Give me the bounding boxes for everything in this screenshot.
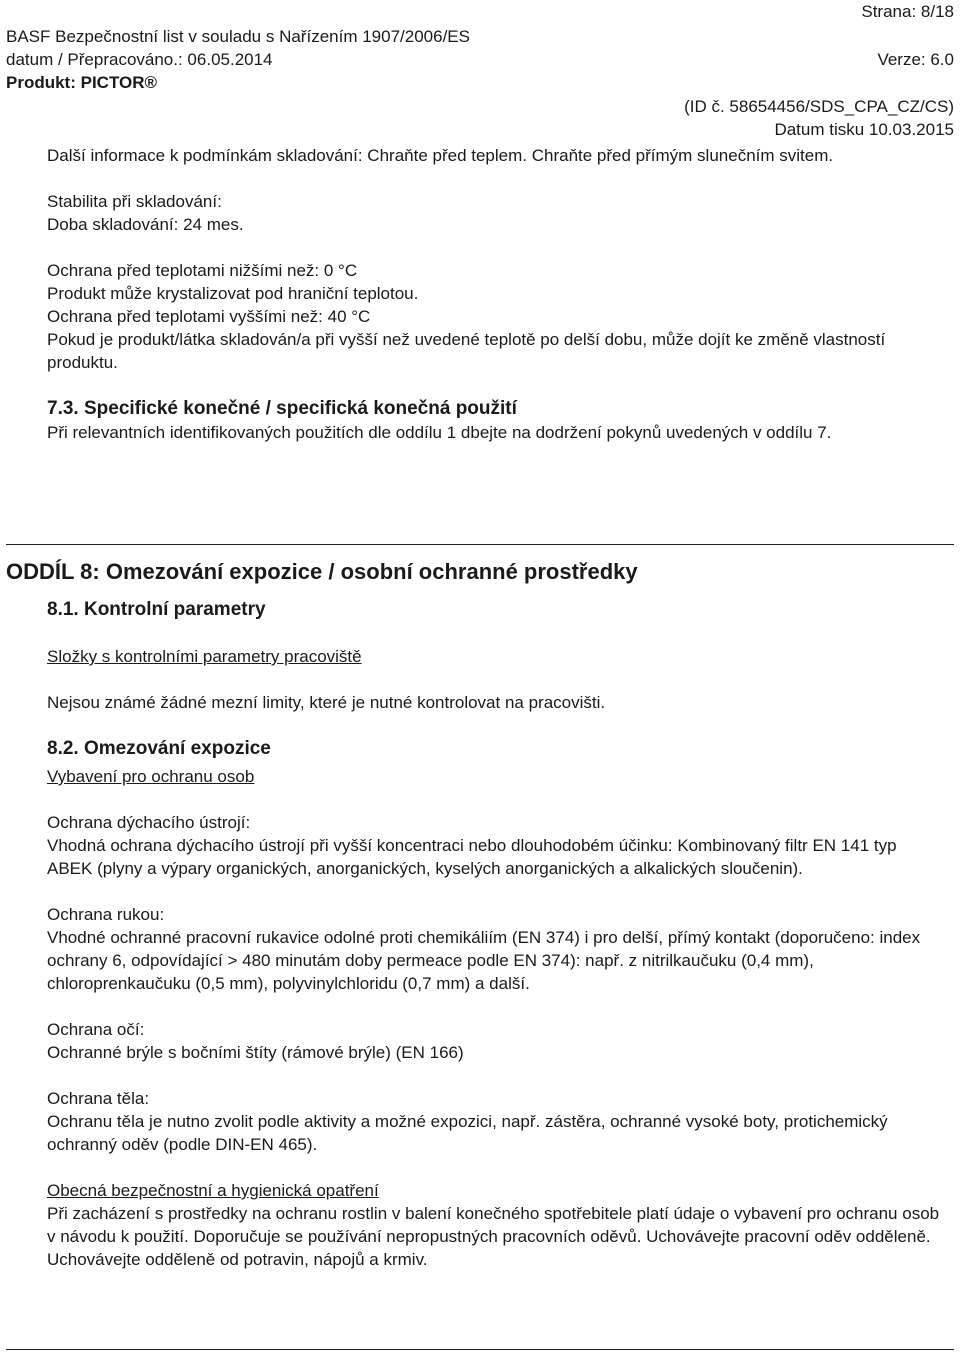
hand-text: Vhodné ochranné pracovní rukavice odolné proti chemikáliím (EN 374) i pro delší, přímý kontakt (doporučeno: index ochrany 6, odpovídající > 480 minutám doby permeace podle EN 374): např. z nitrilkaučuku (0,4 mm), chloroprenkaučuku (0,5 mm), polyvinylchloridu (0,7 mm) a další. bbox=[47, 928, 921, 993]
eye-label: Ochrana očí: bbox=[47, 1020, 145, 1039]
subsection-8-2-title: 8.2. Omezování expozice bbox=[47, 738, 271, 759]
control-params-text: Nejsou známé žádné mezní limity, které je nutné kontrolovat na pracovišti. bbox=[47, 693, 606, 712]
version: Verze: 6.0 bbox=[877, 50, 954, 69]
product-line bbox=[6, 73, 157, 93]
shelf-life: Doba skladování: 24 mes. bbox=[47, 215, 244, 234]
section-7-content bbox=[47, 144, 940, 444]
section-divider bbox=[6, 544, 954, 545]
high-temp-protection: Ochrana před teplotami vyššími než: 40 °C bbox=[47, 307, 371, 326]
section-8-title: ODDÍL 8: Omezování expozice / osobní ochranné prostředky bbox=[6, 559, 638, 584]
body-label: Ochrana těla: bbox=[47, 1089, 150, 1108]
section-8-content bbox=[47, 598, 940, 1271]
revision-date: datum / Přepracováno.: 06.05.2014 bbox=[6, 50, 273, 69]
respiratory-label: Ochrana dýchacího ústrojí: bbox=[47, 813, 251, 832]
stability-label: Stabilita při skladování: bbox=[47, 192, 222, 211]
high-temp-note: Pokud je produkt/látka skladován/a při vyšší než uvedené teplotě po delší dobu, může dojít ke změně vlastností produktu. bbox=[47, 330, 886, 372]
storage-info: Další informace k podmínkám skladování: Chraňte před teplem. Chraňte před přímým slunečním svitem. bbox=[47, 146, 834, 165]
low-temp-protection: Ochrana před teplotami nižšími než: 0 °C bbox=[47, 261, 358, 280]
hand-label: Ochrana rukou: bbox=[47, 905, 165, 924]
ppe-heading: Vybavení pro ochranu osob bbox=[47, 767, 255, 786]
subsection-7-3-title: 7.3. Specifické konečné / specifická konečná použití bbox=[47, 398, 517, 419]
subsection-8-1-title: 8.1. Kontrolní parametry bbox=[47, 599, 266, 620]
print-date: Datum tisku 10.03.2015 bbox=[774, 120, 954, 139]
body-text: Ochranu těla je nutno zvolit podle aktivity a možné expozici, např. zástěra, ochranné vysoké boty, protichemický ochranný oděv (podle DIN-EN 465). bbox=[47, 1112, 888, 1154]
footer-rule bbox=[6, 1349, 954, 1350]
hygiene-heading: Obecná bezpečnostní a hygienická opatření bbox=[47, 1181, 379, 1200]
page-number: Strana: 8/18 bbox=[861, 2, 954, 21]
document-id: (ID č. 58654456/SDS_CPA_CZ/CS) bbox=[684, 97, 954, 116]
product-label: Produkt: bbox=[6, 73, 76, 92]
eye-text: Ochranné brýle s bočními štíty (rámové brýle) (EN 166) bbox=[47, 1043, 464, 1062]
respiratory-text: Vhodná ochrana dýchacího ústrojí při vyšší koncentraci nebo dlouhodobém účinku: Kombinovaný filtr EN 141 typ ABEK (plyny a výpary organických, anorganických, kyselých anorganických a alkalických sloučenin). bbox=[47, 836, 897, 878]
control-params-heading: Složky s kontrolními parametry pracoviště bbox=[47, 647, 362, 666]
document-title: BASF Bezpečnostní list v souladu s Nařízením 1907/2006/ES bbox=[6, 27, 470, 46]
crystallize-note: Produkt může krystalizovat pod hraniční teplotou. bbox=[47, 284, 419, 303]
hygiene-text: Při zacházení s prostředky na ochranu rostlin v balení konečného spotřebitele platí údaje o vybavení pro ochranu osob v návodu k použití. Doporučuje se používání nepropustných pracovních oděvů. Uchovávejte pracovní oděv odděleně. Uchovávejte odděleně od potravin, nápojů a krmiv. bbox=[47, 1204, 940, 1269]
subsection-7-3-text: Při relevantních identifikovaných použitích dle oddílu 1 dbejte na dodržení pokynů uvedených v oddílu 7. bbox=[47, 423, 832, 442]
product-name: PICTOR® bbox=[80, 73, 158, 92]
